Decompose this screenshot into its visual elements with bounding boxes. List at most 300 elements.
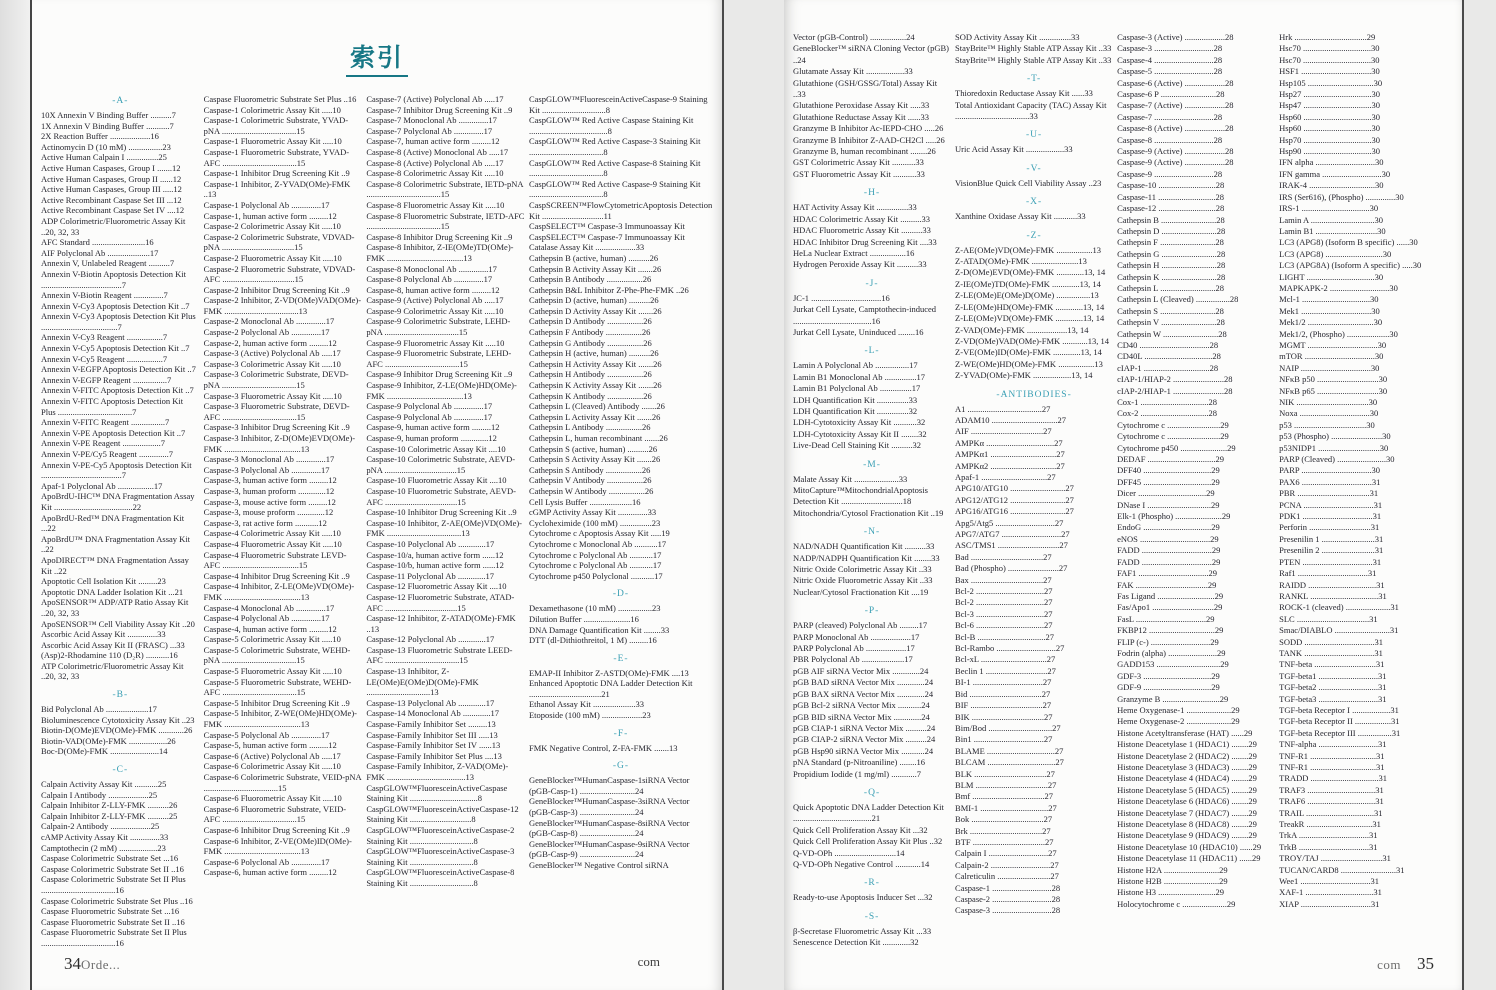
index-entry: IRS (Ser616), (Phospho) ..............30 bbox=[1279, 191, 1404, 202]
index-entry: Cytochrome c .........................29 bbox=[1117, 419, 1229, 430]
index-entry: Caspase-8 Fluorometric Substrate, IETD-AFC ...................................15 bbox=[366, 210, 525, 232]
index-entry: CaspGLOW™FluoresceinActiveCaspase-12 Staining Kit .............................8 bbox=[366, 803, 519, 825]
index-entry: Caspase-6 Polyclonal Ab ..............17 bbox=[203, 856, 330, 867]
index-entry: Caspase-6 P ..........................28 bbox=[1117, 89, 1225, 100]
index-entry: Cytochrome p450 Polyclonal ...........17 bbox=[528, 570, 663, 581]
index-entry: Total Antioxidant Capacity (TAC) Assay Kit ...................................33 bbox=[955, 99, 1107, 122]
index-title-text: 索引 bbox=[346, 43, 408, 77]
index-entry: LDH-Cytotoxicity Assay Kit ...........32 bbox=[793, 417, 926, 428]
index-entry: Caspase-8 Polyclonal Ab ..............17 bbox=[366, 274, 493, 285]
index-entry: Cathepsin L, human recombinant .......26 bbox=[528, 433, 668, 443]
index-entry: Annexin V-Cy5 Apoptosis Detection Kit ..7 bbox=[41, 343, 190, 354]
index-entry: Bim/Bod ..............................27 bbox=[955, 722, 1061, 733]
index-entry: Annexin V-FITC Apoptosis Detection Kit ..7 bbox=[41, 385, 194, 396]
index-entry: NFκB p50 .............................30 bbox=[1279, 374, 1388, 385]
index-entry: PBR Polyclonal Ab ....................17 bbox=[793, 654, 913, 665]
index-entry: Caspase-6 Colorimetric Assay Kit .....10 bbox=[203, 761, 341, 772]
index-entry: Cytochrome c Polyclonal Ab ...........17 bbox=[528, 560, 662, 571]
index-entry: CaspSCREEN™FlowCytometricApoptosis Detection Kit .............................11 bbox=[528, 199, 713, 221]
index-entry: Bcl-2 ................................27 bbox=[955, 586, 1053, 597]
index-entry: BMI-1 ................................27 bbox=[955, 802, 1057, 813]
index-entry: 10X Annexin V Binding Buffer ..........7 bbox=[41, 110, 176, 120]
index-entry: Dexamethasone (10 mM) ................23 bbox=[528, 603, 661, 614]
index-entry: Caspase-1 Inhibitor Drug Screening Kit ..9 bbox=[203, 168, 350, 179]
index-entry: Cathepsin D (active, human) ..........26 bbox=[528, 295, 659, 306]
index-entry: Active Human Caspases, Group I .......12 bbox=[41, 162, 181, 173]
index-entry: Caspase-10/b, human active form ......12 bbox=[366, 560, 504, 571]
index-entry: Caspase-Family Inhibitor Set III .....13 bbox=[366, 729, 498, 740]
index-entry: Histone Deacetylase 9 (HDAC9) ........29 bbox=[1117, 830, 1257, 841]
index-entry: Caspase-3 (Active) Polyclonal Ab .....17 bbox=[203, 348, 341, 359]
index-entry: Caspase-6 Colorimetric Substrate, VEID-pNA ...................................15 bbox=[203, 772, 362, 793]
index-entry: Caspase-1 Colorimetric Assay Kit .....10 bbox=[203, 104, 341, 115]
index-entry: CaspGLOW™ Red Active Caspase-8 Staining Kit ...................................8 bbox=[528, 157, 701, 179]
index-entry: Apoptotic DNA Ladder Isolation Kit ...21 bbox=[41, 586, 184, 597]
index-entry: DNase I ..............................29 bbox=[1117, 499, 1220, 510]
index-entry: Z-WE(OMe)HD(OMe)-FMK .................13 bbox=[955, 358, 1103, 369]
index-title bbox=[32, 0, 722, 78]
index-entry: Bad ..................................27 bbox=[955, 551, 1052, 562]
index-entry: p53NIDP1 .............................30 bbox=[1279, 442, 1389, 453]
index-entry: Annexin V-PE-Cy5 Apoptosis Detection Kit ......................................7 bbox=[41, 459, 192, 481]
index-entry: TUCAN/CARD8 ..........................31 bbox=[1279, 864, 1405, 875]
index-entry: Ascorbic Acid Assay Kit II (FRASC) ...33 bbox=[41, 639, 185, 650]
index-entry: CD40 .................................28 bbox=[1117, 339, 1219, 350]
index-entry: HSF1 .................................30 bbox=[1279, 66, 1380, 77]
index-entry: AIF ..................................27 bbox=[955, 426, 1052, 437]
section-header: -U- bbox=[1025, 130, 1043, 141]
index-entry: Granzyme B Inhibitor Z-AAD-CH2Cl .....26 bbox=[793, 134, 945, 145]
index-entry: Smac/DIABLO ..........................31 bbox=[1279, 625, 1399, 636]
index-entry: Cell Lysis Buffer ....................16 bbox=[528, 496, 641, 507]
index-entry: TRAF6 ................................31 bbox=[1279, 796, 1384, 807]
index-entry: Annexin V-Biotin Reagent ..............7 bbox=[41, 290, 168, 301]
index-entry: DTT (dl-Dithiothreitol, 1 M) .........16 bbox=[528, 635, 657, 646]
index-entry: Caspase-2 Inhibitor Drug Screening Kit ..9 bbox=[203, 284, 350, 295]
index-entry: GeneBlocker™HumanCaspase-3siRNA Vector (pGB-Casp-3) ..........................24 bbox=[528, 796, 690, 818]
index-entry: Cathepsin G ..........................28 bbox=[1117, 248, 1226, 259]
index-column bbox=[529, 94, 713, 871]
index-entry: Cathepsin L Activity Assay Kit .......26 bbox=[528, 411, 661, 422]
index-entry: Lamin B1 Monoclonal Ab ...............17 bbox=[793, 371, 925, 382]
index-entry: Cycloheximide (100 mM) ...............23 bbox=[528, 517, 661, 528]
index-entry: Annexin V-Cy3 Reagent .................7 bbox=[41, 332, 168, 343]
index-entry: Cathepsin S ..........................28 bbox=[1117, 305, 1224, 316]
index-entry: Mek1/2, (Phospho) ....................30 bbox=[1279, 328, 1398, 339]
index-entry: Caspase-1 Polyclonal Ab ..............17 bbox=[203, 199, 330, 210]
index-entry: Ready-to-use Apoptosis Inducer Set ...32 bbox=[793, 892, 933, 903]
index-entry: Caspase-12 ...........................28 bbox=[1117, 203, 1225, 214]
index-entry: Caspase-6, human active form .........12 bbox=[203, 867, 337, 878]
index-entry: Active Recombinant Caspase Set IV ....12 bbox=[41, 205, 185, 216]
index-entry: RAIDD ................................31 bbox=[1279, 579, 1385, 590]
index-entry: EMAP-II Inhibitor Z-ASTD(OMe)-FMK ....13 bbox=[528, 667, 689, 678]
index-entry: Boc-D(OMe)-FMK .......................14 bbox=[41, 746, 168, 757]
index-entry: Lamin A ..............................30 bbox=[1279, 214, 1384, 225]
index-entry: pGB BID siRNA Vector Mix .............24 bbox=[793, 711, 930, 722]
index-entry: SODD .................................31 bbox=[1279, 636, 1384, 647]
index-entry: BIF ..................................27 bbox=[955, 700, 1052, 711]
index-entry: Caspase-7 (Active) ...................28 bbox=[1117, 100, 1234, 111]
index-entry: CaspGLOW™ Red Active Caspase Staining Kit .....................................8 bbox=[528, 115, 694, 136]
index-entry: BLM ..................................27 bbox=[955, 779, 1057, 790]
index-entry: TGF-beta Receptor I ..................31 bbox=[1279, 704, 1399, 715]
index-column bbox=[41, 94, 200, 949]
index-entry: TNF-R1 ...............................31 bbox=[1279, 750, 1385, 761]
index-entry: Live-Dead Cell Staining Kit ..........32 bbox=[793, 440, 921, 451]
index-entry: CaspSELECT™ Caspase-7 Immunoassay Kit bbox=[528, 231, 685, 242]
index-entry: Caspase-3 ............................28 bbox=[955, 905, 1061, 916]
index-entry: Caspase Fluorometric Substrate Set II ..16 bbox=[41, 916, 185, 927]
index-entry: Cathepsin F ..........................28 bbox=[1117, 237, 1224, 248]
index-entry: Cathepsin W Antibody .................26 bbox=[528, 485, 654, 496]
index-entry: Caspase-2 ............................28 bbox=[955, 894, 1061, 904]
index-entry: cGMP Activity Assay Kit ..............33 bbox=[528, 507, 657, 518]
index-entry: HeLa Nuclear Extract .................16 bbox=[793, 247, 915, 258]
index-entry: Z-LE(OMe)E(OMe)D(OMe) ................13 bbox=[955, 290, 1099, 301]
index-entry: CaspGLOW™FluoresceinActiveCaspase-2 Staining Kit ..............................8 bbox=[366, 824, 515, 846]
index-entry: Uric Acid Assay Kit ..................33 bbox=[955, 144, 1073, 155]
index-entry: Caspase-Family Inhibitor Set .........13 bbox=[366, 719, 496, 730]
index-entry: Cathepsin V ..........................28 bbox=[1117, 317, 1225, 328]
index-entry: Caspase-3 Inhibitor, Z-D(OMe)EVD(OMe)-FMK ....................................13 bbox=[203, 433, 356, 454]
index-entry: cAMP Activity Assay Kit ..............33 bbox=[41, 832, 169, 842]
index-entry: Histone Deacetylase 5 (HDAC5) ........29 bbox=[1117, 784, 1257, 795]
index-entry: TNF-beta .............................31 bbox=[1279, 659, 1385, 670]
index-entry: Caspase-1 ............................28 bbox=[955, 882, 1061, 893]
index-entry: ASC/TMS1 .............................27 bbox=[955, 540, 1068, 551]
index-entry: Nuclear/Cytosol Fractionation Kit ....19 bbox=[793, 586, 929, 597]
section-header: -T- bbox=[1026, 74, 1042, 85]
index-entry: Caspase-1 Inhibitor, Z-YVAD(OMe)-FMK ..13 bbox=[203, 178, 351, 200]
index-entry: DNA Damage Quantification Kit ........33 bbox=[528, 624, 670, 635]
index-entry: APG7/ATG7 ............................27 bbox=[955, 529, 1070, 539]
index-entry: Caspase-3, human proform .............12 bbox=[203, 485, 335, 496]
index-entry: Hsp27 ................................30 bbox=[1279, 89, 1380, 100]
index-entry: Caspase-5 Fluorometric Assay Kit .....10 bbox=[203, 666, 342, 677]
section-header: -X- bbox=[1025, 197, 1043, 208]
section-header: -F- bbox=[613, 728, 629, 739]
footer-order-text: Orde... bbox=[81, 957, 121, 972]
index-entry: Noxa .................................30 bbox=[1279, 408, 1379, 419]
index-entry: Caspase-12 Polyclonal Ab .............17 bbox=[366, 634, 495, 645]
index-entry: Propidium Iodide (1 mg/ml) ............7 bbox=[793, 768, 921, 779]
index-entry: Hsc70 ................................30 bbox=[1279, 54, 1380, 65]
index-entry: LC3 (APG8) ...........................30 bbox=[1279, 248, 1392, 259]
index-entry: Bid Polyclonal Ab ....................17 bbox=[41, 704, 157, 715]
index-entry: LC3 (APG8) (Isoform B specific) ......30 bbox=[1279, 237, 1418, 248]
index-entry: Caspase-5 Inhibitor, Z-WE(OMe)HD(OMe)-FMK ....................................13 bbox=[203, 708, 357, 730]
index-entry: Caspase-1, human active form .........12 bbox=[203, 210, 337, 221]
index-entry: Hsp60 ................................30 bbox=[1279, 123, 1380, 134]
index-entry: Calpain Inhibitor Z-LLY-FMK ..........26 bbox=[41, 800, 178, 811]
index-entry: Caspase-10 ...........................28 bbox=[1117, 180, 1225, 191]
index-entry: Cathepsin F Antibody .................26 bbox=[528, 327, 651, 338]
index-entry: Bad (Phospho) ........................27 bbox=[955, 563, 1068, 574]
index-entry: Caspase-4 Fluorometric Assay Kit .....10 bbox=[203, 538, 342, 549]
section-header: -B- bbox=[112, 690, 129, 701]
index-entry: Z-IE(OMe)TD(OMe)-FMK .............13, 14 bbox=[955, 278, 1101, 289]
index-entry: SOD Activity Assay Kit ...............33 bbox=[955, 32, 1080, 42]
index-entry: Caspase-13 Polyclonal Ab .............17 bbox=[366, 697, 495, 708]
index-entry: Histone H2B ..........................29 bbox=[1117, 876, 1228, 887]
index-entry: Caspase-8 Colorimetric Substrate, IETD-pNA ...................................15 bbox=[366, 178, 524, 200]
index-entry: TRAIL ................................31 bbox=[1279, 807, 1383, 818]
index-entry: Jurkat Cell Lysate, Uninduced ........16 bbox=[793, 326, 924, 337]
section-header: -P- bbox=[864, 606, 880, 617]
index-entry: PARP (cleaved) Polyclonal Ab .........17 bbox=[793, 620, 928, 631]
index-entry: Cathepsin H Antibody .................26 bbox=[528, 369, 652, 380]
index-entry: ADP Colorimetric/Fluorometric Assay Kit ..20, 32, 33 bbox=[41, 215, 186, 237]
index-entry: Cathepsin G Antibody .................26 bbox=[528, 337, 652, 348]
index-entry: Caspase-7 Inhibitor Drug Screening Kit ..9 bbox=[366, 104, 513, 115]
index-entry: Bin1 .................................27 bbox=[955, 734, 1053, 745]
index-entry: Z-ATAD(OMe)-FMK ......................13 bbox=[955, 256, 1087, 267]
footer-site-text: com bbox=[1377, 957, 1401, 972]
index-entry: GST Colorimetric Assay Kit ...........33 bbox=[793, 157, 924, 168]
index-entry: Caspase-3 Inhibitor Drug Screening Kit ..9 bbox=[203, 422, 350, 433]
index-entry: LIGHT ................................30 bbox=[1279, 271, 1384, 282]
index-entry: Caspase-7, human active form .........12 bbox=[366, 136, 500, 147]
index-entry: Caspase-6 Inhibitor, Z-VE(OMe)ID(OMe)-FMK ....................................13 bbox=[203, 835, 352, 857]
index-entry: Caspase-13 Inhibitor, Z-LE(OMe)E(OMe)D(OMe)-FMK ..............................13 bbox=[366, 666, 479, 698]
index-entry: XAF-1 ................................31 bbox=[1279, 887, 1382, 898]
index-entry: AMPKα1 ...............................27 bbox=[955, 449, 1065, 460]
index-entry: Caspase-8 (Active) Polyclonal Ab .....17 bbox=[366, 157, 504, 168]
section-header: -V- bbox=[1026, 163, 1042, 174]
index-entry: IFN gamma ............................30 bbox=[1279, 168, 1391, 179]
index-entry: Caspase Fluorometric Substrate Set ...16 bbox=[41, 906, 180, 917]
index-entry: Caspase-10 Polyclonal Ab .............17 bbox=[366, 538, 495, 549]
index-entry: Heme Oxygenase-1 .....................29 bbox=[1117, 704, 1240, 715]
section-header: -D- bbox=[612, 589, 630, 600]
index-entry: NFκB p65 .............................30 bbox=[1279, 385, 1388, 396]
index-entry: GeneBlocker™ Negative Control siRNA bbox=[528, 860, 669, 870]
index-entry: GeneBlocker™HumanCaspase-1siRNA Vector (pGB-Casp-1) ..........................24 bbox=[528, 775, 690, 796]
index-entry: cIAP-1 ...............................28 bbox=[1117, 362, 1219, 373]
index-entry: Caspase-2 Fluorometric Substrate, VDVAD-AFC ..................................15 bbox=[203, 263, 356, 285]
index-entry: Raf1 .................................31 bbox=[1279, 568, 1377, 579]
index-entry: Caspase-4 ............................28 bbox=[1117, 54, 1223, 65]
index-entry: Caspase-3 Colorimetric Assay Kit .....10 bbox=[203, 358, 341, 369]
section-header: -N- bbox=[863, 527, 881, 538]
index-entry: Caspase-1 Fluorometric Substrate, YVAD-AFC ...................................15 bbox=[203, 146, 350, 168]
index-entry: Caspase-5 Fluorometric Substrate, WEHD-AFC ...................................15 bbox=[203, 676, 352, 698]
index-entry: Cathepsin S Activity Assay Kit .......26 bbox=[528, 454, 661, 465]
index-entry: Caspase-12 Fluorometric Substrate, ATAD-AFC ..................................15 bbox=[366, 591, 515, 613]
index-entry: Cox-2 ................................28 bbox=[1117, 408, 1217, 419]
index-entry: IRAK-4 ...............................30 bbox=[1279, 180, 1384, 191]
index-entry: StayBrite™ Highly Stable ATP Assay Kit ..33 bbox=[955, 43, 1112, 54]
index-entry: PAX6 .................................31 bbox=[1279, 476, 1381, 487]
index-entry: Cytochrome c .........................29 bbox=[1117, 431, 1229, 442]
index-entry: StayBrite™ Highly Stable ATP Assay Kit ..33 bbox=[955, 54, 1112, 65]
index-entry: Heme Oxygenase-2 .....................29 bbox=[1117, 716, 1240, 727]
index-entry: Active Human Caspases, Group II ......12 bbox=[41, 173, 182, 184]
index-entry: Mcl-1 ................................30 bbox=[1279, 294, 1379, 305]
index-entry: Caspase-11 Polyclonal Ab .............17 bbox=[366, 570, 494, 581]
page-left bbox=[32, 0, 724, 990]
index-entry: Histone Deacetylase 1 (HDAC1) ........29 bbox=[1117, 739, 1257, 750]
index-entry: Bok ..................................27 bbox=[955, 814, 1053, 825]
index-entry: Caspase Fluorometric Substrate Set Plus ..16 bbox=[203, 94, 357, 104]
index-entry: AMPKα2 ...............................27 bbox=[955, 460, 1065, 471]
index-entry: PARP Monoclonal Ab ...................17 bbox=[793, 631, 920, 642]
index-entry: Caspase-4 Inhibitor, Z-LE(OMe)VD(OMe)-FMK ....................................13 bbox=[203, 581, 355, 602]
index-entry: CaspGLOW™ Red Active Caspase-3 Staining Kit ...................................8 bbox=[528, 136, 701, 157]
index-entry: LDH Quantification Kit ...............32 bbox=[793, 405, 918, 416]
section-header: -E- bbox=[613, 653, 629, 664]
index-entry: Z-VAD(OMe)-FMK ...................13, 14 bbox=[955, 324, 1089, 335]
index-entry: Calpain-2 ............................27 bbox=[955, 859, 1059, 870]
index-entry: AFC Standard .........................16 bbox=[41, 237, 154, 248]
index-entry: Caspase-Family Inhibitor, Z-VAD(OMe)-FMK .....................................13 bbox=[366, 761, 509, 782]
index-entry: Caspase-8 (Active) ...................28 bbox=[1117, 123, 1234, 134]
section-header: -M- bbox=[863, 459, 881, 470]
index-entry: Granzyme B Inhibitor Ac-IEPD-CHO .....26 bbox=[793, 123, 944, 134]
index-entry: Granzyme B, human recombinant ........26 bbox=[793, 146, 936, 157]
index-entry: SLC ..................................31 bbox=[1279, 613, 1378, 624]
index-entry: Caspase-3 Polyclonal Ab ..............17 bbox=[203, 464, 330, 475]
index-entry: FADD .................................29 bbox=[1117, 545, 1221, 556]
index-entry: NAIP .................................30 bbox=[1279, 362, 1380, 373]
index-entry: PDK1 .................................31 bbox=[1279, 511, 1382, 522]
index-entry: LC3 (APG8A) (Isoform A specific) .....30 bbox=[1279, 260, 1422, 271]
index-entry: Malate Assay Kit .....................33 bbox=[793, 473, 908, 484]
index-entry: Cathepsin V Antibody .................26 bbox=[528, 475, 652, 486]
index-entry: Caspase-10 Colorimetric Substrate, AEVD-pNA ..................................15 bbox=[366, 454, 516, 475]
index-entry: Bioluminescence Cytotoxicity Assay Kit ..23 bbox=[41, 714, 195, 725]
index-entry: Histone H2A ..........................29 bbox=[1117, 864, 1228, 875]
index-entry: Caspase-10/a, human active form ......12 bbox=[366, 549, 504, 560]
section-header: -L- bbox=[864, 346, 880, 357]
index-entry: Nitric Oxide Colorimetric Assay Kit ..33 bbox=[793, 564, 932, 575]
section-header: -R- bbox=[864, 878, 880, 889]
index-entry: Caspase-9, human active form .........12 bbox=[366, 422, 500, 433]
index-entry: cIAP-1/HIAP-2 ........................28 bbox=[1117, 374, 1233, 385]
index-column bbox=[955, 32, 1113, 917]
index-entry: Histone Deacetylase 6 (HDAC6) ........29 bbox=[1117, 796, 1257, 807]
index-entry: IFN alpha ............................30 bbox=[1279, 157, 1384, 168]
index-entry: Caspase-9 Fluorometric Substrate, LEHD-AFC ...................................15 bbox=[366, 348, 512, 369]
index-entry: Annexin V, Unlabeled Reagent ..........7 bbox=[41, 258, 175, 269]
index-entry: Xanthine Oxidase Assay Kit ...........33 bbox=[955, 211, 1086, 222]
index-entry: Hsc70 ................................30 bbox=[1279, 43, 1380, 54]
index-entry: MGMT .................................30 bbox=[1279, 339, 1387, 350]
index-entry: GeneBlocker™HumanCaspase-9siRNA Vector (pGB-Casp-9) ..........................24 bbox=[528, 838, 690, 860]
index-entry: Caspase-4, human active form .........12 bbox=[203, 623, 337, 634]
index-entry: Hsp105 ...............................30 bbox=[1279, 77, 1383, 88]
index-entry: Caspase-3, mouse active form .........12 bbox=[203, 496, 336, 507]
index-entry: ATP Colorimetric/Fluorometric Assay Kit ..20, 32, 33 bbox=[41, 660, 184, 682]
index-entry: Caspase-8 Monoclonal Ab ..............17 bbox=[366, 263, 497, 274]
index-entry: 1X Annexin V Binding Buffer ...........7 bbox=[41, 120, 174, 131]
section-header: -Q- bbox=[863, 787, 881, 798]
index-entry: TNF-alpha ............................31 bbox=[1279, 739, 1387, 750]
index-entry: Histone Deacetylase 4 (HDAC4) ........29 bbox=[1117, 773, 1257, 784]
index-entry: Fodrin (alpha) .......................29 bbox=[1117, 647, 1226, 658]
index-entry: Caspase-8 Colorimetric Assay Kit .....10 bbox=[366, 168, 504, 179]
index-entry: BTF ..................................27 bbox=[955, 836, 1054, 847]
index-column bbox=[1117, 32, 1275, 910]
index-entry: Nitric Oxide Fluorometric Assay Kit ..33 bbox=[793, 575, 933, 586]
index-entry: FasL .................................29 bbox=[1117, 613, 1215, 624]
index-entry: Caspase-4 Colorimetric Assay Kit .....10 bbox=[203, 528, 341, 539]
index-entry: ApoSENSOR™ Cell Viability Assay Kit ..20 bbox=[41, 618, 195, 629]
index-entry: Dicer ................................29 bbox=[1117, 488, 1215, 499]
index-entry: Calpain I ............................27 bbox=[955, 848, 1057, 859]
index-entry: GST Fluorometric Assay Kit ...........33 bbox=[793, 168, 925, 179]
index-entry: GeneBlocker™HumanCaspase-8siRNA Vector (pGB-Casp-8) ..........................24 bbox=[528, 817, 690, 839]
index-entry: Ethanol Assay Kit ....................33 bbox=[528, 699, 644, 710]
index-entry: FAK ..................................29 bbox=[1117, 579, 1217, 590]
index-entry: Caspase-9 Polyclonal Ab ..............17 bbox=[366, 401, 493, 412]
index-entry: β-Secretase Fluorometric Assay Kit ...33 bbox=[793, 925, 932, 936]
index-entry: Quick Cell Proliferation Assay Kit ...32 bbox=[793, 824, 928, 835]
footer-site-text: com bbox=[637, 954, 660, 969]
index-entry: Caspase-10 Inhibitor Drug Screening Kit ..9 bbox=[366, 507, 517, 518]
index-entry: GeneBlocker™ siRNA Cloning Vector (pGB) ..24 bbox=[793, 43, 949, 65]
index-entry: TGF-beta1 ............................31 bbox=[1279, 670, 1387, 681]
index-entry: Senescence Detection Kit .............32 bbox=[793, 937, 919, 948]
index-entry: Jurkat Cell Lysate, Camptothecin-induced .....................................16 bbox=[793, 304, 937, 326]
index-entry: Bax ..................................27 bbox=[955, 574, 1052, 585]
index-entry: Hsp60 ................................30 bbox=[1279, 111, 1380, 122]
index-entry: Annexin V-Biotin Apoptosis Detection Kit ......................................7 bbox=[41, 268, 186, 290]
index-entry: Hrk ..................................29 bbox=[1279, 32, 1376, 42]
index-entry: p53 (Phospho) ........................30 bbox=[1279, 431, 1391, 442]
index-entry: Fas/Apo1 .............................29 bbox=[1117, 602, 1223, 613]
index-entry: Caspase-3 Monoclonal Ab ..............17 bbox=[203, 454, 335, 465]
index-entry: APG16/ATG16 ..........................27 bbox=[955, 506, 1074, 517]
index-entry: Actinomycin D (10 mM) ................23 bbox=[41, 141, 171, 152]
index-entry: LDH Quantification Kit ...............33 bbox=[793, 394, 918, 405]
index-entry: NADP/NADPH Quantification Kit ........33 bbox=[793, 552, 940, 563]
index-entry: Caspase-2, human active form .........12 bbox=[203, 337, 337, 348]
index-entry: Cathepsin H Activity Assay Kit .......26 bbox=[528, 358, 662, 369]
index-entry: Caspase-8 Inhibitor Drug Screening Kit ..9 bbox=[366, 231, 513, 242]
index-entry: TROY/TAJ .............................31 bbox=[1279, 853, 1391, 864]
index-entry: Caspase-4 Monoclonal Ab ..............17 bbox=[203, 602, 335, 613]
index-entry: Caspase-9 Polyclonal Ab ..............17 bbox=[366, 411, 493, 422]
index-entry: Caspase-11 ...........................28 bbox=[1117, 191, 1224, 202]
index-entry: Caspase-8 Fluorometric Assay Kit .....10 bbox=[366, 199, 505, 210]
index-entry: Cathepsin K Activity Assay Kit .......26 bbox=[528, 380, 662, 391]
index-entry: Caspase-Family Inhibitor Set IV ......13 bbox=[366, 740, 501, 751]
index-entry: pGB BAX siRNA Vector Mix .............24 bbox=[793, 688, 934, 699]
index-entry: Cox-1 ................................28 bbox=[1117, 397, 1217, 407]
index-entry: Biotin-VAD(OMe)-FMK ..................26 bbox=[41, 735, 176, 746]
index-entry: Caspase-5 Polyclonal Ab ..............17 bbox=[203, 729, 330, 740]
index-entry: CaspGLOW™FluoresceinActiveCaspase-8 Staining Kit ..............................8 bbox=[366, 867, 515, 888]
index-entry: Z-D(OMe)EVD(OMe)-FMK .............13, 14 bbox=[955, 267, 1106, 278]
index-entry: ApoBrdU-Red™ DNA Fragmentation Kit ...22 bbox=[41, 512, 185, 534]
index-entry: ApoBrdU™ DNA Fragmentation Assay Kit ..22 bbox=[41, 533, 191, 555]
index-entry: Cytochrome c Polyclonal Ab ...........17 bbox=[528, 549, 662, 560]
index-entry: HDAC Fluorometric Assay Kit ..........33 bbox=[793, 225, 931, 236]
index-entry: VisionBlue Quick Cell Viability Assay ..23 bbox=[955, 177, 1102, 188]
index-entry: Caspase-3 Fluorometric Assay Kit .....10 bbox=[203, 390, 342, 401]
index-entry: Caspase-5 Colorimetric Assay Kit .....10 bbox=[203, 634, 341, 645]
index-entry: Cathepsin K ..........................28 bbox=[1117, 271, 1226, 282]
index-entry: Z-VD(OMe)VAD(OMe)-FMK ............13, 14 bbox=[955, 335, 1110, 346]
index-entry: Annexin V-EGFP Reagent ................7 bbox=[41, 374, 172, 385]
index-entry: Caspase-6 (Active) Polyclonal Ab .....17 bbox=[203, 750, 341, 761]
index-entry: Histone H3 ...........................29 bbox=[1117, 887, 1225, 898]
index-entry: CD40L ................................28 bbox=[1117, 351, 1221, 362]
index-entry: p53 ..................................30 bbox=[1279, 419, 1375, 430]
index-entry: Caspase Colorimetric Substrate Set ...16 bbox=[41, 853, 179, 864]
